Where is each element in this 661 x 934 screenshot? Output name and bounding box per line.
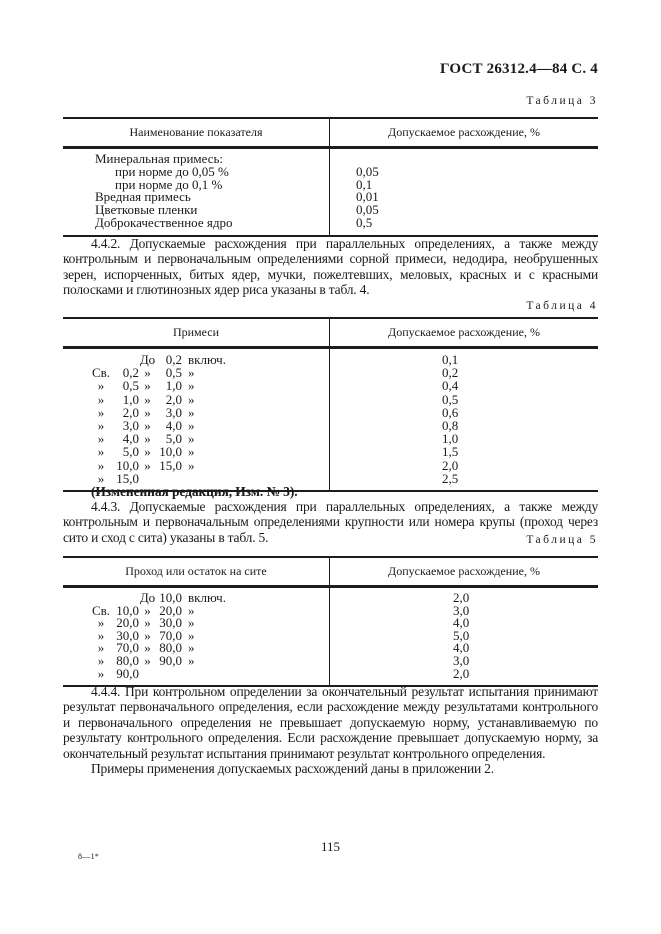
table-cell-value: 2,0 <box>442 457 459 473</box>
range-to: 90,0 <box>159 652 182 668</box>
table-cell-value: 2,0 <box>453 665 470 681</box>
table3-name-column <box>63 149 330 235</box>
range-from: 10,0 <box>116 602 139 618</box>
table3-header-row <box>63 119 598 149</box>
range-suffix: включ. <box>188 352 226 367</box>
range-prefix: » <box>97 404 105 420</box>
table4-range-column <box>63 349 330 490</box>
range-ditto: » <box>144 627 151 643</box>
range-to: 3,0 <box>165 404 182 420</box>
range-suffix: » <box>188 417 195 433</box>
range-ditto: » <box>144 444 151 460</box>
table-row <box>63 393 329 406</box>
range-ditto <box>139 472 156 485</box>
table5-caption: Таблица 5 <box>526 534 598 546</box>
range-ditto: » <box>144 417 151 433</box>
range-from: 4,0 <box>122 431 139 447</box>
table-cell-value: 0,05 <box>356 202 379 218</box>
table-cell-value: 0,4 <box>442 378 459 394</box>
table-cell-value: 0,05 <box>356 163 379 179</box>
range-ditto: » <box>144 391 151 407</box>
range-to: 0,5 <box>165 365 182 381</box>
paragraph-text: 4.4.2. Допускаемые расхождения при параллельных определениях, а также между контрольным и первоначальным определениями сорной примеси, недодира, необрушенных зерен, испорченных, битых ядер, мучки, пожелтевших, меловых, красных и с красными полосками и глютинозных ядер риса указаны в табл. 4. <box>63 236 598 298</box>
range-from: 5,0 <box>122 444 139 460</box>
paragraph-4-4-4 <box>63 684 598 776</box>
table3-value-column <box>330 149 598 235</box>
table4-col1-header: Примеси <box>63 319 330 346</box>
range-suffix <box>182 472 240 485</box>
range-ditto: До <box>139 352 156 367</box>
range-ditto: » <box>144 378 151 394</box>
table5-header-row <box>63 558 598 588</box>
range-to: 10,0 <box>159 444 182 460</box>
range-prefix: » <box>97 391 105 407</box>
range-suffix: » <box>188 444 195 460</box>
range-to: 70,0 <box>159 627 182 643</box>
table-row: Вредная примесь <box>95 189 191 205</box>
range-to: 5,0 <box>165 431 182 447</box>
range-suffix: » <box>188 431 195 447</box>
table-cell-value: 0,6 <box>442 404 459 420</box>
table3-col1-header: Наименование показателя <box>63 119 330 146</box>
table-cell-value: 0,1 <box>442 352 459 367</box>
table5-value-column <box>330 588 598 685</box>
range-from: 2,0 <box>122 404 139 420</box>
range-from: 1,0 <box>122 391 139 407</box>
table-row <box>63 379 329 392</box>
range-suffix: » <box>188 457 195 473</box>
range-ditto: До <box>139 590 156 605</box>
print-signature-mark: 8—1* <box>78 852 100 861</box>
table-cell-value: 4,0 <box>453 640 470 656</box>
range-suffix: » <box>188 640 195 656</box>
range-from: 0,2 <box>122 365 139 381</box>
range-prefix: » <box>97 640 105 656</box>
page-number: 115 <box>320 839 341 854</box>
range-ditto: » <box>144 615 151 631</box>
range-suffix: » <box>188 602 195 618</box>
table-cell-value: 0,1 <box>356 176 373 192</box>
paragraph-4-4-3 <box>63 499 598 545</box>
amendment-note: (Измененная редакция, Изм. № 3). <box>91 484 298 499</box>
table-row <box>63 445 329 458</box>
range-to <box>156 472 182 485</box>
range-suffix: » <box>188 615 195 631</box>
paragraph-text: 4.4.3. Допускаемые расхождения при параллельных определениях, а также между контрольным и первоначальным определениями крупности или номера крупы (проход через сито и сход с сита) указаны в табл. 5. <box>63 499 598 545</box>
range-prefix: » <box>97 457 105 473</box>
range-prefix: » <box>97 378 105 394</box>
table-cell-value: 5,0 <box>453 627 470 643</box>
table5 <box>63 556 598 687</box>
table-row: Доброкачественное ядро <box>95 214 233 230</box>
range-prefix: » <box>97 470 105 486</box>
range-from: 90,0 <box>116 665 139 681</box>
table-row: при норме до 0,05 % <box>115 163 229 179</box>
table4 <box>63 317 598 492</box>
range-ditto: » <box>144 457 151 473</box>
range-prefix: » <box>97 627 105 643</box>
table-cell-value: 1,0 <box>442 431 459 447</box>
range-from: 15,0 <box>116 470 139 486</box>
range-prefix: » <box>97 431 105 447</box>
range-from: 3,0 <box>122 417 139 433</box>
table-cell-value: 0,01 <box>356 189 379 205</box>
table5-col2-header: Допускаемое расхождение, % <box>388 564 540 578</box>
range-to: 30,0 <box>159 615 182 631</box>
table-row <box>63 406 329 419</box>
table-cell-value: 0,5 <box>442 391 459 407</box>
table4-header-row <box>63 319 598 349</box>
range-from: 20,0 <box>116 615 139 631</box>
table4-body <box>63 349 598 490</box>
range-from: 70,0 <box>116 640 139 656</box>
range-to: 4,0 <box>165 417 182 433</box>
table-cell-value: 2,5 <box>442 470 459 486</box>
table5-range-column <box>63 588 330 685</box>
paragraph-4-4-2 <box>63 236 598 298</box>
table3-caption: Таблица 3 <box>526 95 598 107</box>
range-from: 0,5 <box>122 378 139 394</box>
range-suffix: » <box>188 378 195 394</box>
table3 <box>63 117 598 237</box>
range-prefix: » <box>97 444 105 460</box>
range-from: 30,0 <box>116 627 139 643</box>
range-to: 15,0 <box>159 457 182 473</box>
table-cell-value: 3,0 <box>453 652 470 668</box>
range-to: 0,2 <box>165 352 182 367</box>
range-ditto: » <box>144 404 151 420</box>
range-suffix: » <box>188 652 195 668</box>
range-ditto <box>139 668 156 681</box>
table-row: Минеральная примесь: <box>95 151 224 166</box>
range-prefix: » <box>97 417 105 433</box>
range-ditto: » <box>144 365 151 381</box>
table-row <box>63 665 329 681</box>
table-cell-value: 0,8 <box>442 417 459 433</box>
range-prefix: Св. <box>91 602 111 618</box>
range-suffix: » <box>188 404 195 420</box>
range-prefix: Св. <box>91 365 111 381</box>
range-suffix: » <box>188 391 195 407</box>
range-ditto: » <box>144 652 151 668</box>
table5-body <box>63 588 598 685</box>
range-suffix <box>182 668 240 681</box>
table-row: при норме до 0,1 % <box>115 176 223 192</box>
table4-value-column <box>330 349 598 490</box>
paragraph-text: Примеры применения допускаемых расхождений даны в приложении 2. <box>91 761 494 777</box>
paragraph-text: 4.4.4. При контрольном определении за окончательный результат испытания принимают результат первоначального определения, если расхождение между результатами контрольного и первоначального определения не превышает допускаемую норму, устанавливаемую по результату контрольного определения. Если расхождение превышает допускаемую норму, за окончательный результат испытания принимают результат контрольного определения. <box>63 684 598 761</box>
range-to: 80,0 <box>159 640 182 656</box>
range-ditto: » <box>144 431 151 447</box>
table-row <box>63 459 329 472</box>
table-cell-value: 1,5 <box>442 444 459 460</box>
range-prefix: » <box>97 615 105 631</box>
range-ditto: » <box>144 602 151 618</box>
range-to: 2,0 <box>165 391 182 407</box>
doc-header: ГОСТ 26312.4—84 С. 4 <box>440 61 598 77</box>
table-cell-value: 4,0 <box>453 615 470 631</box>
range-suffix: » <box>188 627 195 643</box>
range-from: 10,0 <box>116 457 139 473</box>
table5-col1-header: Проход или остаток на сите <box>63 558 330 585</box>
range-to: 20,0 <box>159 602 182 618</box>
table4-col2-header: Допускаемое расхождение, % <box>388 325 540 339</box>
table-cell-value: 2,0 <box>453 590 470 605</box>
range-prefix: » <box>97 652 105 668</box>
table3-body <box>63 149 598 235</box>
range-suffix: включ. <box>188 590 226 605</box>
range-ditto: » <box>144 640 151 656</box>
range-to: 10,0 <box>159 590 182 605</box>
range-suffix: » <box>188 365 195 381</box>
table-cell-value: 0,5 <box>356 214 373 230</box>
table-row: Цветковые пленки <box>95 202 198 218</box>
table3-col2-header: Допускаемое расхождение, % <box>388 125 540 139</box>
range-to <box>156 668 182 681</box>
range-prefix: » <box>97 665 105 681</box>
range-from: 80,0 <box>116 652 139 668</box>
range-to: 1,0 <box>165 378 182 394</box>
table-cell-value: 0,2 <box>442 365 459 381</box>
table-row <box>63 472 329 485</box>
table4-caption: Таблица 4 <box>526 300 598 312</box>
table-cell-value: 3,0 <box>453 602 470 618</box>
